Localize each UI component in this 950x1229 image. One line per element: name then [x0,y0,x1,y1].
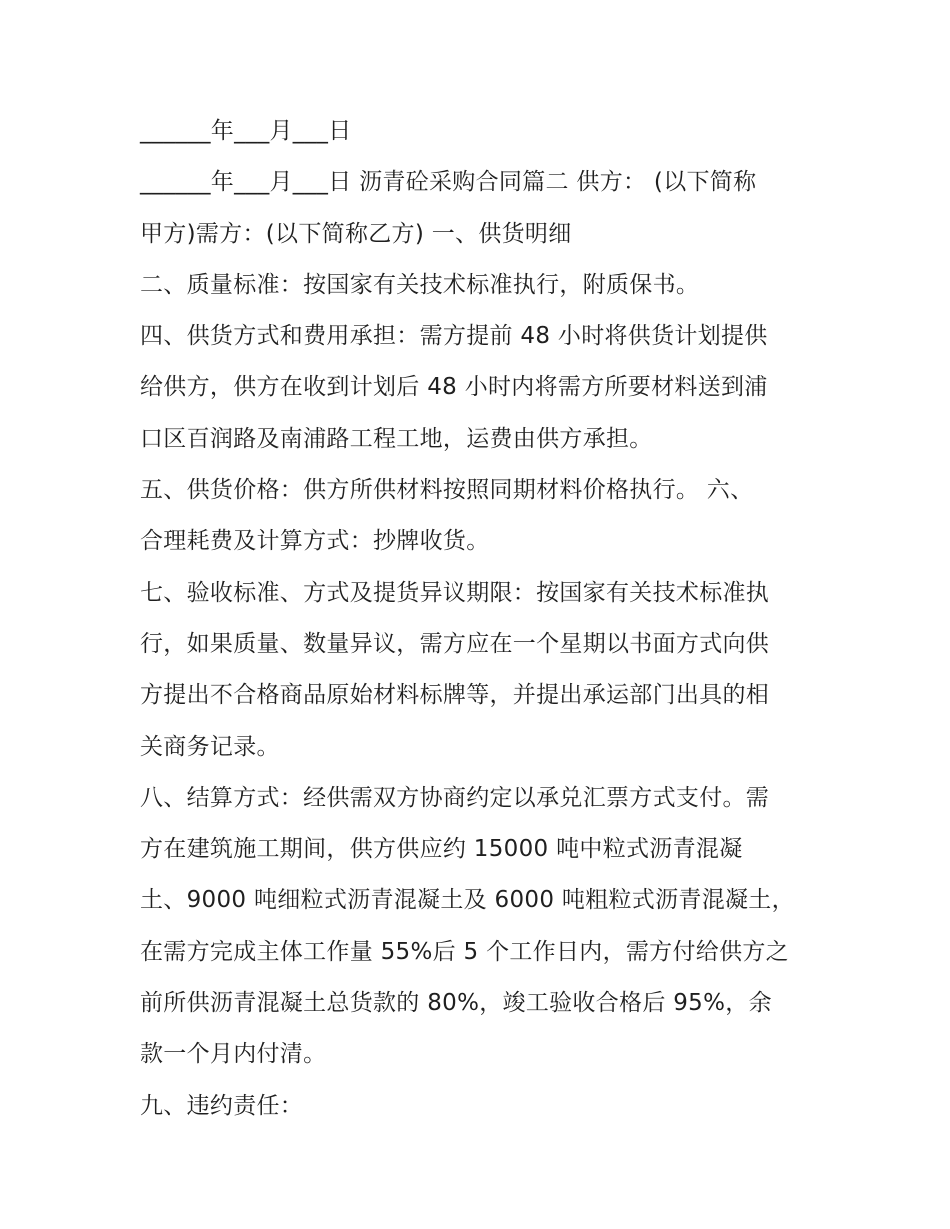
text-line: 方在建筑施工期间，供方供应约 15000 吨中粒式沥青混凝 [140,836,743,863]
text-line: 合理耗费及计算方式：抄牌收货。 [140,528,490,555]
text-line: 七、验收标准、方式及提货异议期限：按国家有关技术标准执 [140,579,770,606]
text-line: 前所供沥青混凝土总货款的 80%，竣工验收合格后 95%，余 [140,990,772,1017]
text-line: 方提出不合格商品原始材料标牌等，并提出承运部门出具的相 [140,682,770,709]
text-line: 甲方)需方：(以下简称乙方) 一、供货明细 [140,220,572,247]
text-line: 二、质量标准：按国家有关技术标准执行，附质保书。 [140,271,700,298]
contract-body [140,106,820,1132]
date-line: ______年___月___日 [140,118,352,144]
text-line: 行，如果质量、数量异议，需方应在一个星期以书面方式向供 [140,630,770,657]
text-line: ______年___月___日 沥青砼采购合同篇二 供方： (以下简称 [140,169,757,196]
text-line: 给供方，供方在收到计划后 48 小时内将需方所要材料送到浦 [140,374,768,401]
text-line: 四、供货方式和费用承担：需方提前 48 小时将供货计划提供 [140,323,768,350]
text-line: 土、9000 吨细粒式沥青混凝土及 6000 吨粗粒式沥青混凝土， [140,887,795,914]
text-line: 五、供货价格：供方所供材料按照同期材料价格执行。 六、 [140,477,754,504]
text-line: 关商务记录。 [140,733,280,760]
text-line: 口区百润路及南浦路工程工地，运费由供方承担。 [140,425,653,452]
text-line: 八、结算方式：经供需双方协商约定以承兑汇票方式支付。需 [140,784,770,811]
text-line: 在需方完成主体工作量 55%后 5 个工作日内，需方付给供方之 [140,938,789,965]
section-heading: 九、违约责任： [140,1092,304,1119]
text-line: 款一个月内付清。 [140,1041,327,1068]
